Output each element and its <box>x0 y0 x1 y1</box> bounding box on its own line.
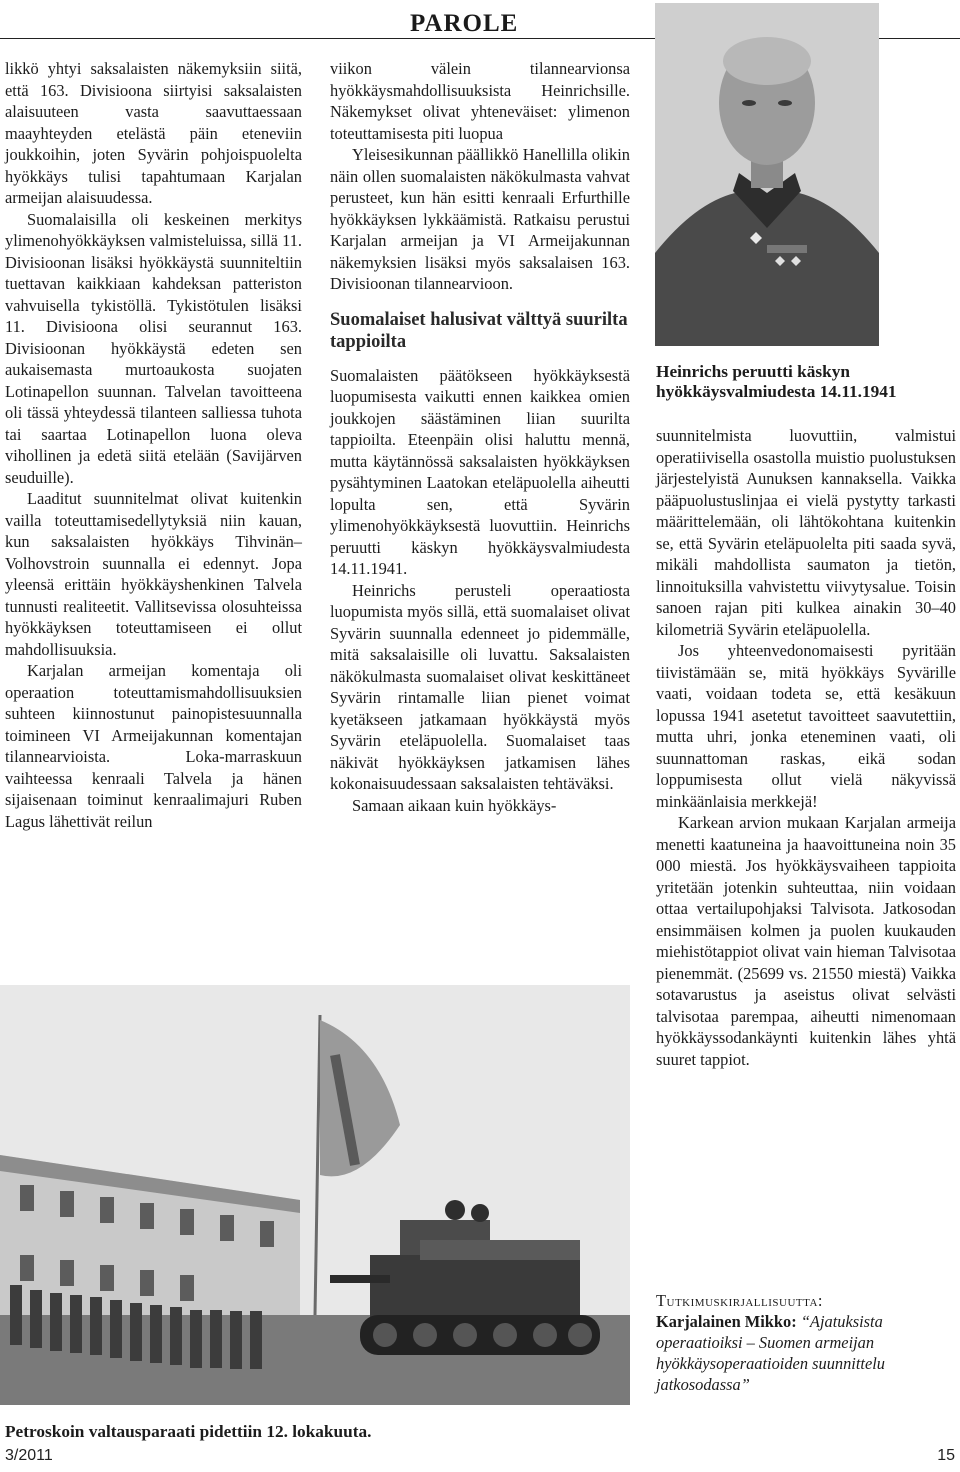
column-1 <box>5 58 302 832</box>
portrait-photo <box>655 3 879 346</box>
paragraph: Samaan aikaan kuin hyökkäys- <box>352 795 557 815</box>
references-heading: Tutkimuskirjallisuutta: <box>656 1291 823 1310</box>
references-title: “Ajatuksista operaatioiksi – Suomen armeijan hyökkäysoperaatioiden suunnittelu jatkosodassa” <box>656 1312 885 1394</box>
paragraph: likkö yhtyi saksalaisten näkemyksiin siitä, että 163. Divisioona siirtyisi saksalaisten alaisuuteen vasta saavuttaessaan maayhteyden etelästä päin eteneviin joukkoihin, joten Syvärin pohjoispuolelta hyökkäys tulisi tapahtumaan Karjalan armeijan alaisuudessa. <box>5 59 302 207</box>
references <box>656 1290 956 1395</box>
paragraph: Jos yhteenvedonomaisesti pyritään tiivistämään se, mitä hyökkäys Syvärille vaati, voidaan todeta se, että kesäkuun lopussa 1941 asetetut tavoitteet saavutettiin, mutta uhri, jonka eteneminen vaati, oli suunnattoman raskas, eikä sodan loppumisesta ollut vielä näkyvissä minkäänlaisia merkkejä! <box>656 641 956 811</box>
paragraph: viikon välein tilannearvionsa hyökkäysmahdollisuuksista Heinrichsille. Näkemykset olivat yhteneväiset: ylimenon toteuttamisesta piti luopua <box>330 59 630 143</box>
column-3 <box>656 425 956 1070</box>
issue-number: 3/2011 <box>5 1447 53 1464</box>
paragraph: Yleisesikunnan päällikkö Hanellilla olikin näin ollen suomalaisten näkökulmasta vahvat perusteet, kun hän esitti kenraali Erfurthille hyökkäyksen lykkäämistä. Ratkaisu perustui Karjalan armeijan ja VI Armeijakunnan näkemyksien lisäksi myös saksalaisen 163. Divisioonan tilannearvioon. <box>330 145 630 293</box>
section-heading: Suomalaiset halusivat välttyä suurilta tappioilta <box>330 309 628 352</box>
page-number: 15 <box>937 1447 955 1464</box>
references-author: Karjalainen Mikko: <box>656 1312 797 1331</box>
paragraph: Suomalaisilla oli keskeinen merkitys ylimenohyökkäyksen valmisteluissa, sillä 11. Divisioonan lisäksi hyökkäystä suunniteltiin tuettavan kaikkiaan kahdeksan patteriston vahvuisella tykistöllä. Tykistötulen lisäksi 11. Divisioona olisi seurannut 163. Divisioonan hyökkäystä edeten sen aukaisemasta murtoaukosta suojaten Lotinapellon suunnan. Talvelan tavoitteena oli tässä yhteydessä tilanteen salliessa tuhota tai saartaa Lotinapellon luona oleva vihollinen ja edetä siitä etelään (Savijärven seuduille). <box>5 209 302 487</box>
paragraph: Heinrichs perusteli operaatiosta luopumista myös sillä, että suomalaiset olivat Syvärin suunnalla edenneet jo pidemmälle, mitä saksalaisille oli luvattu. Saksalaisten näkökulmasta suomalaiset olivat keskittäneet Syvärin rintamalle liian pienet voimat kyetäkseen jatkamaan hyökkäystä myös Syvärin eteläpuolella. Suomalaiset taas näkivät hyökkäyksen jatkamisen lähes kokonaisuudessaan saksalaisten tehtäväksi. <box>330 580 630 793</box>
parade-photo <box>0 985 630 1405</box>
paragraph: Suomalaisten päätökseen hyökkäyksestä luopumisesta vaikutti ennen kaikkea omien joukkojen säästäminen liian suurilta tappioilta. Eteenpäin olisi haluttu mennä, mutta käytännössä saksalaisten hyökkäyksen pysähtyminen Laatokan eteläpuolella aiheutti lopulta sen, että Syvärin ylimenohyökkäyksestä luovuttiin. Heinrichs peruutti käskyn hyökkäysvalmiudesta 14.11.1941. <box>330 365 630 578</box>
paragraph: Karkean arvion mukaan Karjalan armeija menetti kaatuneina ja haavoittuneina noin 35 000 miestä. Jos hyökkäysvaiheen tappioita yritetään jotenkin suhteuttaa, niin voidaan ottaa vertailupohjaksi Talvisota. Jatkosodan ensimmäisen kolmen ja puolen kuukauden miehistötappiot olivat vain hieman Talvisotaa pienemmät. (25699 vs. 21550 miestä) Vaikka sotavarustus ja aseistus olivat selvästi talvisotaa parempaa, aiheutti nimenomaan hyökkäyssodankäynti kuitenkin lähes yhtä suuret tappiot. <box>656 813 956 1069</box>
paragraph: suunnitelmista luovuttiin, valmistui operatiivisella osastolla muistio puolustuksen järjestelyistä Aunuksen kannaksella. Vaikka pääpuolustuslinjaa ei vielä pystytty tarkasti määrittelemään, oli lähtökohtana kuitenkin se, että Syvärin eteläpuolelta piti saada syvä, mikäli mahdollista saumaton ja tietön, linnoituksilla vahvistettu viivytysalue. Toisin sanoen rajan piti kulkea ainakin 30–40 kilometriä Syvärin eteläpuolella. <box>656 426 956 639</box>
portrait-illustration <box>655 3 879 346</box>
portrait-caption: Heinrichs peruutti käskyn hyökkäysvalmiudesta 14.11.1941 <box>656 362 897 401</box>
paragraph: Karjalan armeijan komentaja oli operaation toteuttamismahdollisuuksien suhteen kiinnostunut painopistesuunnalla toimineen VI Armeijakunnan komentajan tilannearvioista. Loka-marraskuun vaihteessa kenraali Talvela ja hänen sijaisenaan toiminut kenraalimajuri Ruben Lagus lähettivät reilun <box>5 661 302 831</box>
paragraph: Laaditut suunnitelmat olivat kuitenkin vailla toteuttamisedellytyksiä niin kauan, kun saksalaisten hyökkäys Tihvinän–Volhovstroin suunnalla ei edennyt. Jopa yleensä erittäin hyökkäyshenkinen Talvela tunnusti realiteetit. Vallitsevissa olosuhteissa hyökkäyksen toteuttamiseen ei ollut mahdollisuuksia. <box>5 489 302 659</box>
column-2 <box>330 58 630 816</box>
parade-caption: Petroskoin valtausparaati pidettiin 12. lokakuuta. <box>5 1422 372 1441</box>
masthead: PAROLE <box>410 10 519 37</box>
parade-illustration <box>0 985 630 1405</box>
